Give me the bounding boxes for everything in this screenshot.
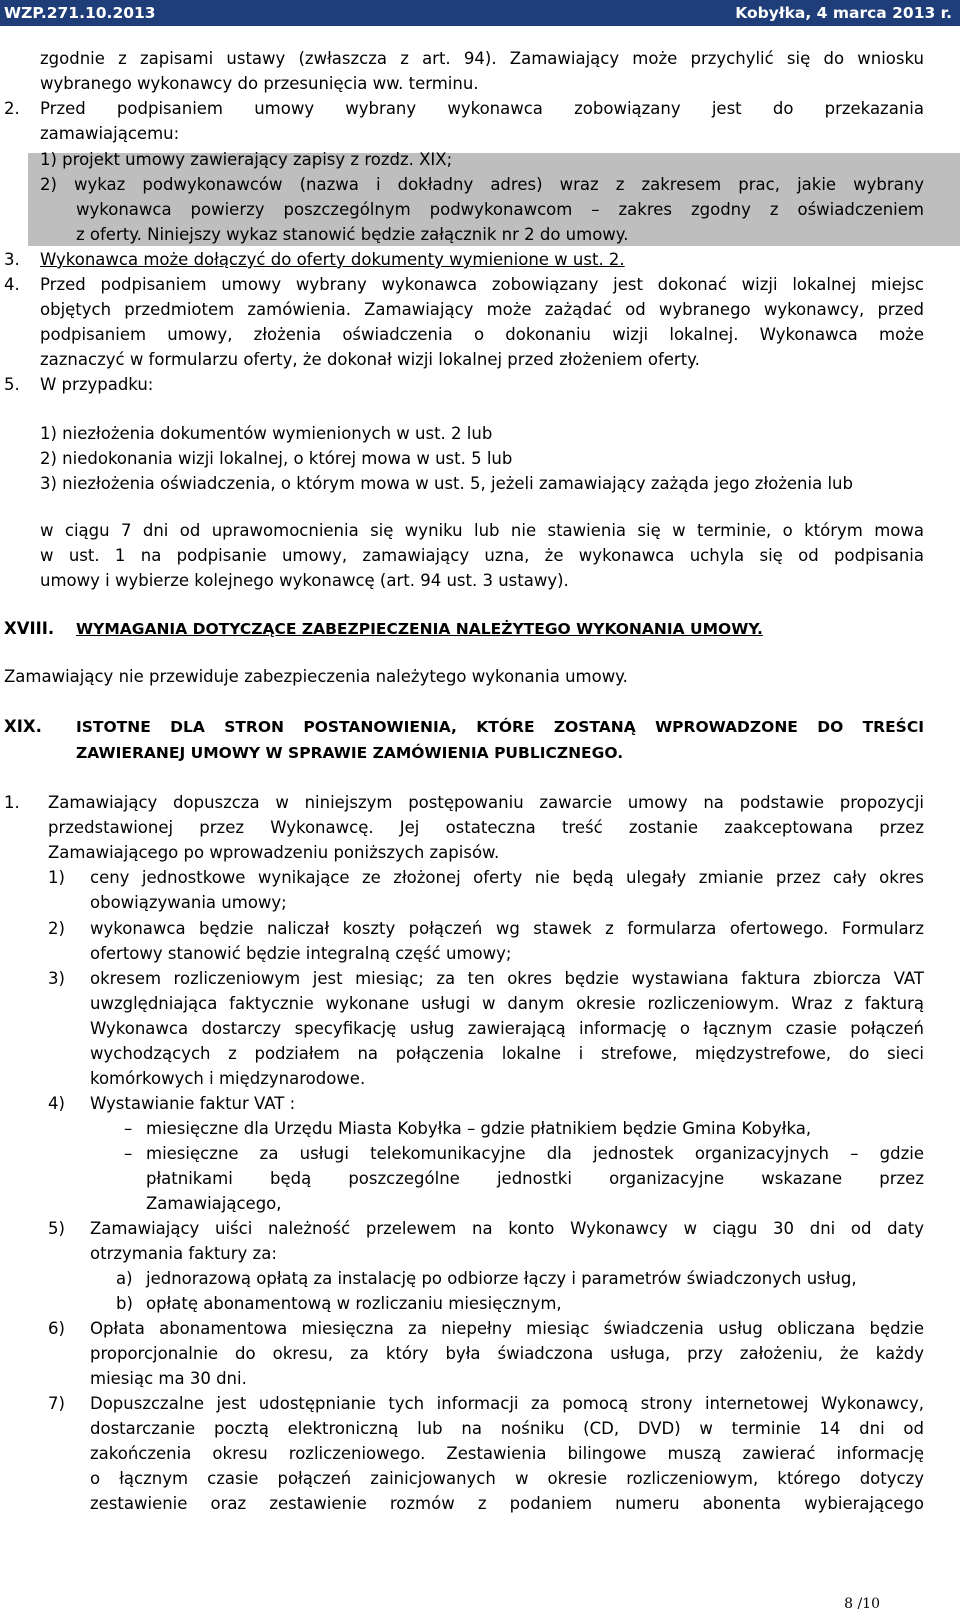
text-line: miesięczne dla Urzędu Miasta Kobyłka – gdzie płatnikiem będzie Gmina Kobyłka, <box>146 1119 812 1138</box>
list-number: 2. <box>4 99 20 118</box>
text-line: Zamawiający uiści należność przelewem na konto Wykonawcy w ciągu 30 dni od daty <box>90 1219 924 1238</box>
text-line: uwzględniająca faktycznie wykonane usługi w danym okresie rozliczeniowym. Wraz z fakturą <box>90 994 924 1013</box>
text-line: objętych przedmiotem zamówienia. Zamawiający może zażądać od wybranego wykonawcy, przed <box>40 300 924 319</box>
list-number: 1) <box>48 868 65 887</box>
section-heading: ZAWIERANEJ UMOWY W SPRAWIE ZAMÓWIENIA PUBLICZNEGO. <box>76 744 624 762</box>
text-line: ofertowy stanowić będzie integralną część umowy; <box>90 944 512 963</box>
text-line: komórkowych i międzynarodowe. <box>90 1069 366 1088</box>
text-line: zgodnie z zapisami ustawy (zwłaszcza z art. 94). Zamawiający może przychylić się do wniosku <box>40 49 924 68</box>
list-number: 4) <box>48 1094 65 1113</box>
list-letter: b) <box>116 1294 133 1313</box>
text-line: podpisaniem umowy, złożenia oświadczenia o dokonaniu wizji lokalnej. Wykonawca może <box>40 325 924 344</box>
list-number: 5) <box>48 1219 65 1238</box>
text-line: Wykonawca może dołączyć do oferty dokumenty wymienione w ust. 2. <box>40 250 625 269</box>
text-line: dostarczanie pocztą elektroniczną lub na nośniku (CD, DVD) w terminie 14 dni od <box>90 1419 924 1438</box>
list-number: 5. <box>4 375 20 394</box>
text-line: Zamawiający dopuszcza w niniejszym postępowaniu zawarcie umowy na podstawie propozycji <box>48 793 924 812</box>
text-line: wychodzących z podziałem na połączenia lokalne i strefowe, międzystrefowe, do sieci <box>90 1044 924 1063</box>
text-line: o łącznym czasie połączeń zainicjowanych w okresie rozliczeniowym, którego dotyczy <box>90 1469 924 1488</box>
text-line: 3) niezłożenia oświadczenia, o którym mowa w ust. 5, jeżeli zamawiający zażąda jego złożenia lub <box>40 474 853 493</box>
section-heading: ISTOTNE DLA STRON POSTANOWIENIA, KTÓRE ZOSTANĄ WPROWADZONE DO TREŚCI <box>76 718 924 736</box>
text-line: z oferty. Niniejszy wykaz stanowić będzie załącznik nr 2 do umowy. <box>76 225 629 244</box>
list-number: 6) <box>48 1319 65 1338</box>
text-line: Zamawiający nie przewiduje zabezpieczenia należytego wykonania umowy. <box>4 667 628 686</box>
text-line: zakończenia okresu rozliczeniowego. Zestawienia bilingowe muszą zawierać informację <box>90 1444 924 1463</box>
list-letter: a) <box>116 1269 133 1288</box>
text-line: Wykonawca dostarczy specyfikację usług zawierającą informację o łącznym czasie połączeń <box>90 1019 924 1038</box>
section-number: XIX. <box>4 717 42 736</box>
text-line: umowy i wybierze kolejnego wykonawcę (art. 94 ust. 3 ustawy). <box>40 571 569 590</box>
text-line: 2) wykaz podwykonawców (nazwa i dokładny adres) wraz z zakresem prac, jakie wybrany <box>40 175 924 194</box>
text-line: w ust. 1 na podpisanie umowy, zamawiający uzna, że wykonawca uchyla się od podpisania <box>40 546 924 565</box>
text-line: 1) niezłożenia dokumentów wymienionych w ust. 2 lub <box>40 424 493 443</box>
dash-bullet: – <box>124 1119 133 1138</box>
text-line: 1) projekt umowy zawierający zapisy z rozdz. XIX; <box>40 150 453 169</box>
text-line: Przed podpisaniem umowy wybrany wykonawca zobowiązany jest dokonać wizji lokalnej miejsc <box>40 275 924 294</box>
text-line: Zamawiającego po wprowadzeniu poniższych zapisów. <box>48 843 500 862</box>
list-number: 2) <box>48 919 65 938</box>
text-line: W przypadku: <box>40 375 154 394</box>
text-line: Wystawianie faktur VAT : <box>90 1094 296 1113</box>
list-number: 7) <box>48 1394 65 1413</box>
text-line: zestawienie oraz zestawienie rozmów z podaniem numeru abonenta wybierającego <box>90 1494 924 1513</box>
text-line: 2) niedokonania wizji lokalnej, o której mowa w ust. 5 lub <box>40 449 513 468</box>
list-number: 4. <box>4 275 20 294</box>
text-line: zamawiającemu: <box>40 124 180 143</box>
list-number: 3. <box>4 250 20 269</box>
text-line: miesiąc ma 30 dni. <box>90 1369 247 1388</box>
text-line: ceny jednostkowe wynikające ze złożonej oferty nie będą ulegały zmianie przez cały okres <box>90 868 924 887</box>
page-number: 8 /10 <box>844 1596 880 1612</box>
text-line: opłatę abonamentową w rozliczaniu miesięcznym, <box>146 1294 562 1313</box>
text-line: proporcjonalnie do okresu, za który była świadczona usługa, przy założeniu, że każdy <box>90 1344 924 1363</box>
list-number: 1. <box>4 793 20 812</box>
section-heading: WYMAGANIA DOTYCZĄCE ZABEZPIECZENIA NALEŻYTEGO WYKONANIA UMOWY. <box>76 620 763 638</box>
text-line: wybranego wykonawcy do przesunięcia ww. terminu. <box>40 74 479 93</box>
text-line: w ciągu 7 dni od uprawomocnienia się wyniku lub nie stawienia się w terminie, o którym mowa <box>40 521 924 540</box>
text-line: zaznaczyć w formularzu oferty, że dokonał wizji lokalnej przed złożeniem oferty. <box>40 350 700 369</box>
document-reference: WZP.271.10.2013 <box>4 4 156 22</box>
text-line: wykonawca powierzy poszczególnym podwykonawcom – zakres zgodny z oświadczeniem <box>76 200 924 219</box>
list-number: 3) <box>48 969 65 988</box>
text-line: Opłata abonamentowa miesięczna za niepełny miesiąc świadczenia usług obliczana będzie <box>90 1319 924 1338</box>
text-line: otrzymania faktury za: <box>90 1244 277 1263</box>
document-date: Kobyłka, 4 marca 2013 r. <box>735 4 952 22</box>
page-header <box>0 0 960 26</box>
text-line: płatnikami będą poszczególne jednostki organizacyjne wskazane przez <box>146 1169 924 1188</box>
text-line: obowiązywania umowy; <box>90 893 287 912</box>
section-number: XVIII. <box>4 619 55 638</box>
text-line: miesięczne za usługi telekomunikacyjne dla jednostek organizacyjnych – gdzie <box>146 1144 924 1163</box>
text-line: Przed podpisaniem umowy wybrany wykonawca zobowiązany jest do przekazania <box>40 99 924 118</box>
text-line: Zamawiającego, <box>146 1194 282 1213</box>
text-line: przedstawionej przez Wykonawcę. Jej ostateczna treść zostanie zaakceptowana przez <box>48 818 924 837</box>
text-line: jednorazową opłatą za instalację po odbiorze łączy i parametrów świadczonych usług, <box>146 1269 857 1288</box>
text-line: wykonawca będzie naliczał koszty połączeń wg stawek z formularza ofertowego. Formularz <box>90 919 924 938</box>
dash-bullet: – <box>124 1144 133 1163</box>
text-line: okresem rozliczeniowym jest miesiąc; za ten okres będzie wystawiana faktura zbiorcza VAT <box>90 969 924 988</box>
text-line: Dopuszczalne jest udostępnianie tych informacji za pomocą strony internetowej Wykonawcy, <box>90 1394 924 1413</box>
